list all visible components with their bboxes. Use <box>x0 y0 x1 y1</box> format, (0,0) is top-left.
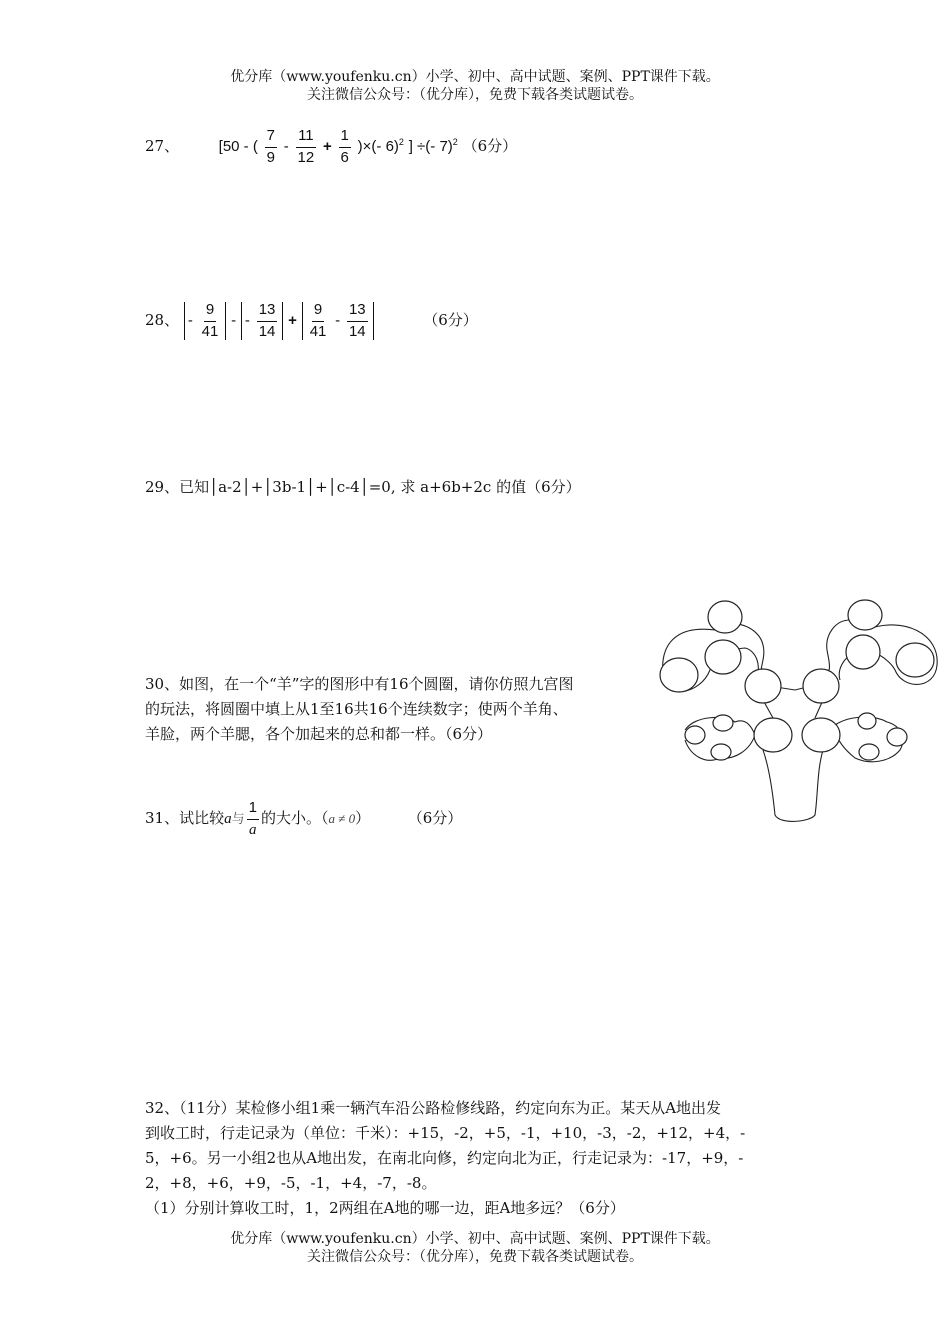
denominator: 14 <box>258 322 276 340</box>
question-32-sub-1: （1）分别计算收工时，1，2两组在A地的哪一边，距A地多远？（6分） <box>145 1199 625 1217</box>
question-32-line-2: 到收工时，行走记录为（单位：千米）：+15，-2，+5，-1，+10，-3，-2，+12，+4，- <box>145 1124 746 1142</box>
exponent: 2 <box>452 137 458 147</box>
numerator: 1 <box>247 800 259 820</box>
page-footer-line-1: 优分库（www.youfenku.cn）小学、初中、高中试题、案例、PPT课件下载。 <box>230 1231 720 1247</box>
circle-left-cheek-top <box>713 715 733 731</box>
circle-face-right <box>803 669 839 703</box>
expr-mid: )×(- 6) <box>357 138 399 155</box>
denominator: 6 <box>340 148 349 166</box>
variable-a: a <box>224 811 232 827</box>
numerator: 13 <box>347 302 368 322</box>
numerator: 1 <box>339 128 351 148</box>
exponent: 2 <box>398 137 404 147</box>
numerator: 9 <box>312 302 324 322</box>
circle-neck-left <box>754 718 792 752</box>
circle-left-horn-outer <box>660 658 698 692</box>
numerator: 13 <box>257 302 278 322</box>
fraction-7-9 <box>265 128 277 166</box>
fraction-1-6 <box>339 128 351 166</box>
numerator: 9 <box>204 302 216 322</box>
denominator: 41 <box>201 322 219 340</box>
circle-left-cheek-outer <box>685 726 705 744</box>
question-32-line-1: 32、（11分）某检修小组1乘一辆汽车沿公路检修线路，约定向东为正。某天从A地出发 <box>145 1099 722 1117</box>
question-32 <box>145 1096 825 1221</box>
abs-value-1 <box>184 302 226 340</box>
fraction-13-14 <box>347 302 368 340</box>
operator: - <box>335 312 341 329</box>
page-header-line-2: 关注微信公众号：（优分库），免费下载各类试题试卷。 <box>307 87 643 103</box>
question-31-lead: 31、试比较 <box>145 809 225 827</box>
score: （6分） <box>462 137 518 155</box>
expr-close: ] ÷(- 7) <box>408 138 453 155</box>
neck-lines <box>763 700 823 718</box>
circle-neck-right <box>802 718 840 752</box>
circle-left-horn-top <box>708 601 742 633</box>
question-30-line-3: 羊脸，两个羊腮，各个加起来的总和都一样。（6分） <box>145 725 493 743</box>
denominator: 12 <box>297 148 315 166</box>
circle-left-horn-mid <box>705 640 741 674</box>
operator: + <box>288 312 297 329</box>
operator: + <box>323 138 332 155</box>
denominator: 41 <box>309 322 327 340</box>
page-footer-line-2: 关注微信公众号：（优分库），免费下载各类试题试卷。 <box>307 1249 643 1265</box>
operator: - <box>187 312 193 329</box>
question-31-tail: 的大小。（ <box>260 809 329 827</box>
score: （6分） <box>407 809 463 827</box>
circle-face-left <box>745 669 781 703</box>
fraction-11-12 <box>296 128 317 166</box>
question-27 <box>145 128 517 166</box>
operator: - <box>283 138 289 155</box>
fraction-1-over-a <box>247 800 259 838</box>
numerator: 11 <box>296 128 316 148</box>
score: （6分） <box>423 311 478 329</box>
sheep-circle-figure <box>655 590 945 825</box>
fraction-9-41 <box>308 302 329 340</box>
question-30-line-2: 的玩法，将圆圈中填上从1至16共16个连续数字；使两个羊角、 <box>145 700 568 718</box>
operator: - <box>244 312 250 329</box>
question-28 <box>145 302 478 340</box>
question-30 <box>145 672 625 747</box>
circle-left-cheek-bottom <box>711 744 731 760</box>
circle-right-horn-outer <box>896 643 934 677</box>
abs-value-3 <box>302 302 374 340</box>
fraction-9-41 <box>200 302 221 340</box>
numerator: 7 <box>265 128 277 148</box>
question-32-line-3: 5，+6。另一小组2也从A地出发，在南北向修，约定向北为正，行走记录为：-17，+9，- <box>145 1149 744 1167</box>
denominator: a <box>249 821 257 838</box>
denominator: 14 <box>348 322 366 340</box>
operator: - <box>231 312 237 329</box>
body-outline <box>763 750 823 821</box>
expr-open: [50 - ( <box>218 138 258 155</box>
word-yu: 与 <box>231 812 245 827</box>
circle-right-horn-top <box>848 600 882 630</box>
question-31 <box>145 800 462 838</box>
circle-right-cheek-bottom <box>859 744 879 760</box>
abs-value-2 <box>241 302 283 340</box>
question-number: 28、 <box>145 311 180 329</box>
page-header-line-1: 优分库（www.youfenku.cn）小学、初中、高中试题、案例、PPT课件下载。 <box>230 69 720 85</box>
question-30-line-1: 30、如图，在一个“羊”字的图形中有16个圆圈，请你仿照九宫图 <box>145 675 574 693</box>
question-number: 27、 <box>145 137 180 155</box>
condition: a ≠ 0 <box>328 811 356 826</box>
question-29: 29、已知│a-2│+│3b-1│+│c-4│=0, 求 a+6b+2c 的值（6分） <box>145 478 581 496</box>
question-32-line-4: 2，+8，+6，+9，-5，-1，+4，-7，-8。 <box>145 1174 437 1192</box>
circle-right-horn-mid <box>846 635 880 669</box>
paren-close: ） <box>355 809 371 827</box>
fraction-13-14 <box>257 302 278 340</box>
denominator: 9 <box>266 148 275 166</box>
circle-right-cheek-top <box>858 713 876 729</box>
circle-right-cheek-outer <box>887 728 907 746</box>
